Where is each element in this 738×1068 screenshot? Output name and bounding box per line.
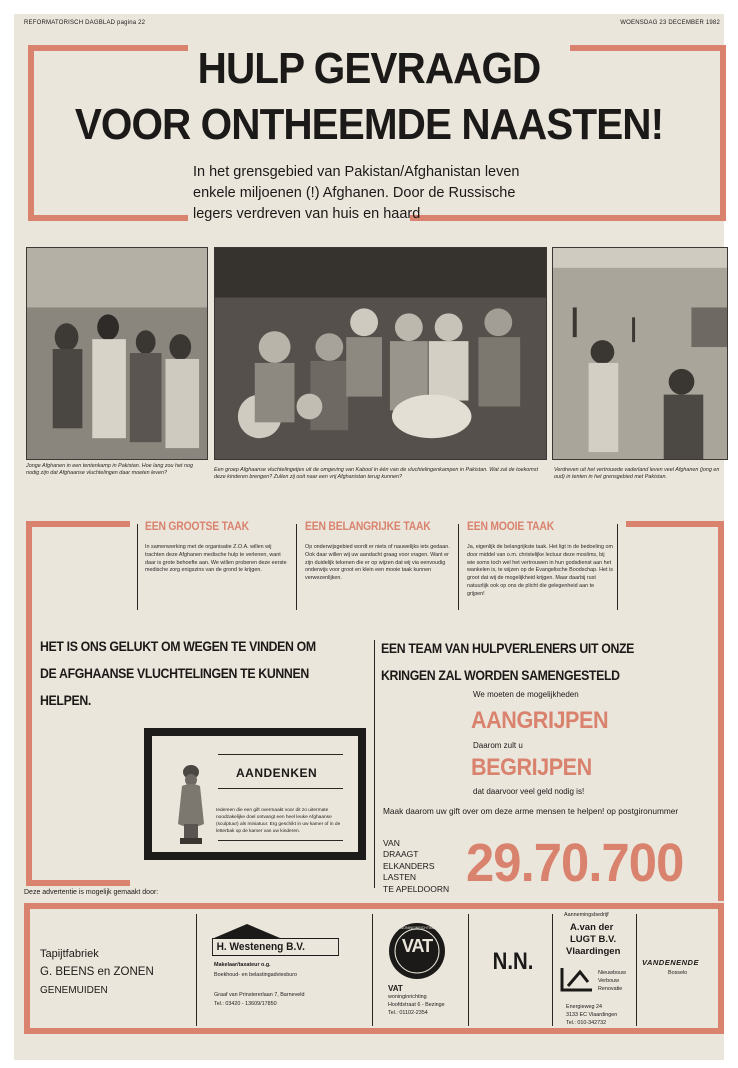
sponsor-westeneng-addr2: Tel.: 03420 - 13609/17850 <box>214 1001 277 1007</box>
sponsor-beens-line-3: GENEMUIDEN <box>40 985 108 996</box>
sponsor-lugt <box>556 910 640 1028</box>
sponsor-frame-top <box>24 903 724 909</box>
giro-label-5: TE APELDOORN <box>383 883 450 894</box>
intro-line-1: In het grensgebied van Pakistan/Afghanistan leven <box>193 164 520 180</box>
sponsor-divider-5 <box>636 914 637 1026</box>
headline-line-2: VOOR ONTHEEMDE NAASTEN! <box>74 100 664 149</box>
center-divider <box>374 640 375 888</box>
mid-frame-top-left <box>26 521 130 527</box>
sponsor-frame-bottom <box>24 1028 724 1034</box>
sponsor-lugt-addr-2: 3133 EC Vlaardingen <box>566 1012 618 1018</box>
task-divider-2 <box>458 524 459 610</box>
headline-line-1: HULP GEVRAAGD <box>197 44 541 93</box>
sponsor-westeneng <box>212 910 372 1028</box>
memento-rule-bottom <box>218 840 343 841</box>
sponsor-westeneng-sub2: Boekhoud- en belastingadviesburo <box>214 972 298 978</box>
vat-logo-ring: WONINGINRICHTING <box>400 926 436 930</box>
sponsor-vat <box>386 910 478 1028</box>
sponsors-row <box>24 910 720 1028</box>
vat-logo-text: VAT <box>401 936 433 956</box>
appeal-word-2: BEGRIJPEN <box>471 754 592 781</box>
appeal-word-1: AANGRIJPEN <box>471 707 609 734</box>
photo-caption-1: Jonge Afghanen in een tentenkamp in Pakistan. Hoe lang zou het nog nodig zijn dat Afghaanse vluchtelingen daar moeten leven? <box>26 463 194 477</box>
memento-text: Iedereen die een gift overmaakt voor dit zo uitermate noodzakelijke doel ontvangt een heel leuke Afghaanse (sculptuur) als miniatuur. Erg geschikt in uw kamer of in de letterbak op de kamer van uw kinderen. <box>216 808 341 834</box>
mid-frame-right <box>718 521 724 901</box>
task-text-3: Ja, eigenlijk de belangrijkste taak. Het ligt in de bedoeling om door middel van o.m. christelijke lectuur deze moslims, bij wie soms toch wel het vertrouwen in hun godsdienst aan het wankelen is, te wijzen op de Evangelische Boodschap. Het is groot dat wij de mogelijkheid krijgen. Maar daarbij rust natuurlijk ook op ons de plicht die gelegenheid aan te grijpen! <box>467 544 613 597</box>
intro-line-3: legers verdreven van huis en haard <box>193 206 421 223</box>
mid-frame-top-right <box>626 521 724 527</box>
sponsor-nn-name: N.N. <box>492 948 534 975</box>
sponsor-beens-line-1: Tapijtfabriek <box>40 948 99 960</box>
memento-rule-mid <box>218 788 343 789</box>
sponsor-vat-addr1: Hoofdstraat 6 - Bezinge <box>388 1002 445 1008</box>
sponsor-vat-sub: woninginrichting <box>388 994 427 1000</box>
statement-right-1: EEN TEAM VAN HULPVERLENERS UIT ONZE <box>381 640 635 656</box>
sponsor-beens <box>40 910 200 1028</box>
task-title-1: EEN GROOTSE TAAK <box>145 521 249 533</box>
sponsor-vandenende-name: VANDENENDE <box>642 958 699 967</box>
task-title-3: EEN MOOIE TAAK <box>467 521 555 533</box>
appeal-line-1: We moeten de mogelijkheden <box>473 690 579 699</box>
sponsor-vandenende-place: Bosselo <box>668 970 688 976</box>
sponsor-lugt-top: Aannemingsbedrijf <box>564 912 609 918</box>
sponsor-beens-line-2: G. BEENS en ZONEN <box>40 966 154 978</box>
mid-frame-left <box>26 521 32 886</box>
task-text-2: Op onderwijsgebied wordt er niets of nauwelijks iets gedaan. Ook daar willen wij uw aandacht graag voor vragen. Want er zijn duidelijk tekenen die er op wijzen dat wij via eenvoudig onderwijs voor groot en klein een mooie taak kunnen verwezenlijken. <box>305 544 450 582</box>
sponsor-lugt-addr-1: Energieweg 24 <box>566 1004 602 1010</box>
sponsors-note: Deze advertentie is mogelijk gemaakt door: <box>24 889 159 896</box>
memento-rule-top <box>218 754 343 755</box>
memento-title: AANDENKEN <box>236 766 318 780</box>
photo-refugees-camp <box>26 247 208 460</box>
sponsor-nn <box>476 910 550 1028</box>
frame-right <box>720 45 726 221</box>
sponsor-vat-addr2: Tel.: 01102-2354 <box>388 1010 428 1016</box>
memento-inner <box>152 736 358 852</box>
page-header-left: REFORMATORISCH DAGBLAD pagina 22 <box>24 20 146 26</box>
statement-right-2: KRINGEN ZAL WORDEN SAMENGESTELD <box>381 667 620 683</box>
giro-number: 29.70.700 <box>466 833 684 893</box>
giro-label-3: ELKANDERS <box>383 860 435 871</box>
lugt-logo-icon <box>560 966 594 992</box>
memento-box <box>144 728 366 860</box>
frame-bottom-left <box>28 215 188 221</box>
photo-caption-2: Een groep Afghaanse vluchtelingetjes uit de omgeving van Kabool in één van de vluchtelingenkampen in Pakistan. Wat zal de toekomst deze kinderen brengen? Zullen zij ooit naar een vrij Afghanistan terug kunnen? <box>214 467 538 481</box>
sponsor-lugt-type-2: Verbouw <box>598 978 619 984</box>
photo-refugees-tents <box>552 247 728 460</box>
sponsor-vandenende <box>640 910 716 1028</box>
sponsor-divider-3 <box>468 914 469 1026</box>
task-title-2: EEN BELANGRIJKE TAAK <box>305 521 431 533</box>
photo-refugee-children <box>214 247 547 460</box>
task-divider-0 <box>137 524 138 610</box>
sponsor-westeneng-name: H. Westeneng B.V. <box>212 938 339 956</box>
sponsor-divider-4 <box>552 914 553 1026</box>
intro-line-2: enkele miljoenen (!) Afghanen. Door de Russische <box>193 185 516 202</box>
sponsor-lugt-type-3: Renovatie <box>598 986 623 992</box>
sponsor-vat-name: VAT <box>388 984 403 993</box>
giro-label-2: DRAAGT <box>383 849 419 860</box>
mid-frame-bottom-left <box>26 880 130 886</box>
statement-left-3: HELPEN. <box>40 692 91 708</box>
sponsor-westeneng-sub1: Makelaar/taxateur o.g. <box>214 962 271 968</box>
giro-label-4: LASTEN <box>383 872 417 883</box>
statement-left-2: DE AFGHAANSE VLUCHTELINGEN TE KUNNEN <box>40 665 309 681</box>
appeal-line-3: dat daarvoor veel geld nodig is! <box>473 787 585 796</box>
sponsor-lugt-addr-3: Tel.: 010-342732 <box>566 1020 607 1026</box>
page-header-right: WOENSDAG 23 DECEMBER 1982 <box>620 20 720 26</box>
sponsor-lugt-name-2: LUGT B.V. <box>570 934 617 945</box>
sponsor-lugt-type-1: Nieuwbouw <box>598 970 626 976</box>
sponsor-lugt-name-1: A.van der <box>570 922 614 933</box>
task-divider-1 <box>296 524 297 610</box>
giro-label <box>383 838 449 895</box>
statuette-icon <box>174 764 208 846</box>
giro-call: Maak daarom uw gift over om deze arme mensen te helpen! op postgironummer <box>383 806 679 816</box>
giro-label-1: VAN <box>383 838 400 848</box>
intro-text <box>193 162 523 225</box>
sponsor-westeneng-addr1: Graaf van Prinstererlaan 7, Barneveld <box>214 992 305 998</box>
sponsor-lugt-name-3: Vlaardingen <box>566 946 621 957</box>
task-text-1: In samenwerking met de organisatie Z.O.A. willen wij trachten deze Afghanen medische hulp te verlenen, want daar is grote behoefte aan. We willen proberen deze eerste medische zorg enigszins van de grond te krijgen. <box>145 544 287 574</box>
photo-caption-3: Verdreven uit het vertrouwde vaderland leven veel Afghanen (jong en oud) in tenten in het grensgebied met Pakistan. <box>554 467 720 481</box>
sponsor-divider-2 <box>372 914 373 1026</box>
appeal-line-2: Daarom zult u <box>473 741 523 750</box>
statement-left-1: HET IS ONS GELUKT OM WEGEN TE VINDEN OM <box>40 638 316 654</box>
task-divider-3 <box>617 524 618 610</box>
sponsor-divider-1 <box>196 914 197 1026</box>
